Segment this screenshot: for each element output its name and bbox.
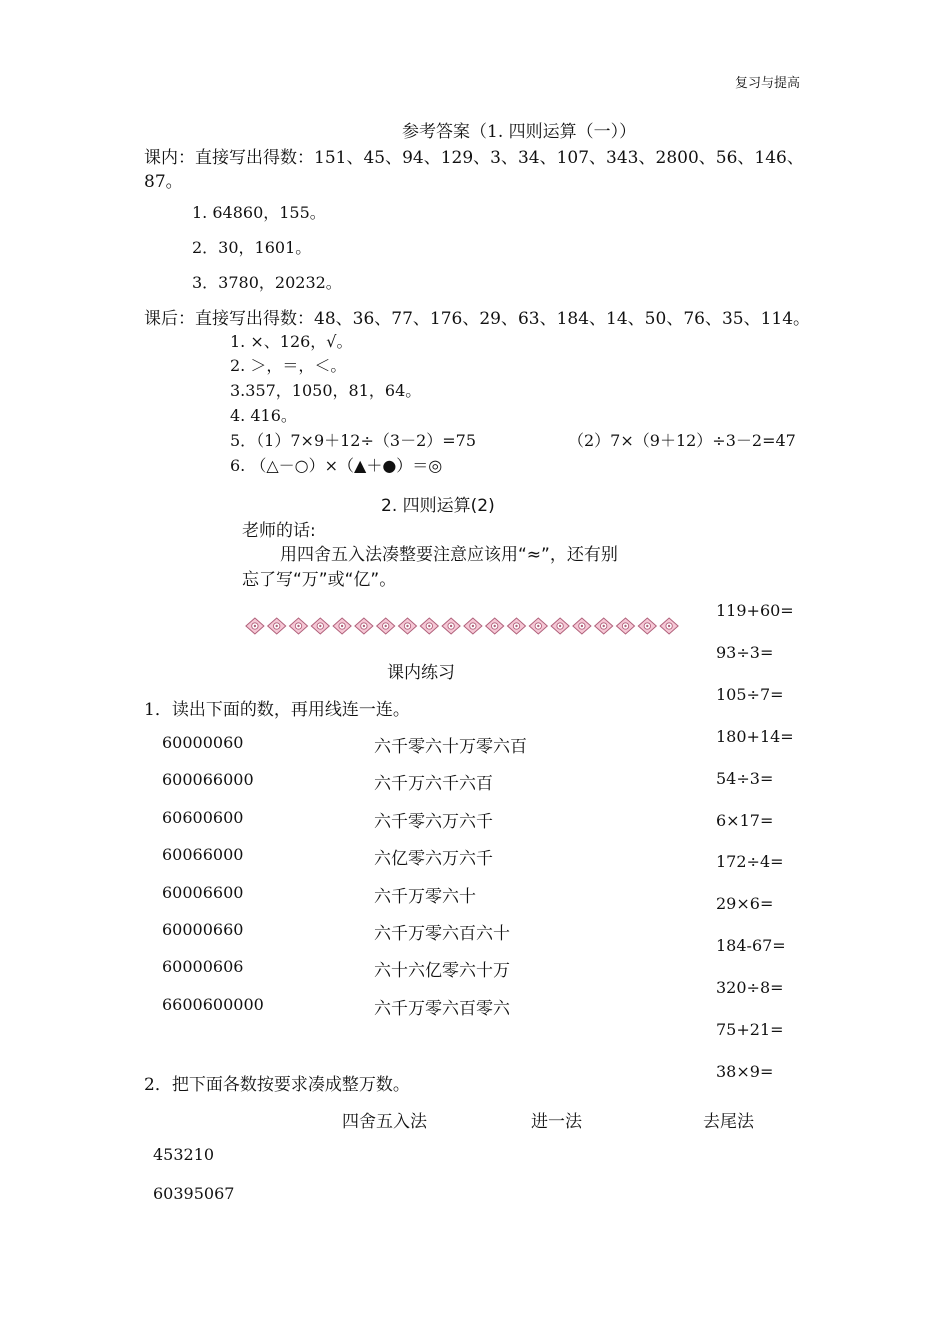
page-header: 复习与提高 bbox=[735, 76, 801, 91]
list-item: 172÷4= bbox=[716, 852, 784, 871]
list-item: 60066000 bbox=[162, 845, 244, 864]
teacher-note-line2: 忘了写“万”或“亿”。 bbox=[242, 570, 397, 590]
list-item: 105÷7= bbox=[716, 685, 784, 704]
list-item: 六千万零六百六十 bbox=[374, 924, 510, 944]
section2-title: 2. 四则运算(2) bbox=[381, 496, 495, 516]
q2-header-rounding: 四舍五入法 bbox=[342, 1112, 427, 1132]
list-item: 六十六亿零六十万 bbox=[374, 961, 510, 981]
list-item: 六千万零六百零六 bbox=[374, 999, 510, 1019]
list-item: 180+14= bbox=[716, 727, 794, 746]
after-class-item-4: 4. 416。 bbox=[230, 406, 297, 425]
after-class-item-1: 1. ×、126，√。 bbox=[230, 332, 353, 351]
in-class-answers-line1: 课内：直接写出得数：151、45、94、129、3、34、107、343、2800、56、146、 bbox=[144, 148, 804, 168]
in-class-item-3: 3．3780，20232。 bbox=[192, 273, 342, 292]
list-item: 600066000 bbox=[162, 770, 254, 789]
in-class-item-1: 1. 64860，155。 bbox=[192, 203, 326, 222]
after-class-item-2: 2. ＞，＝，＜。 bbox=[230, 356, 347, 375]
q2-number-1: 453210 bbox=[153, 1145, 215, 1164]
list-item: 93÷3= bbox=[716, 643, 774, 662]
list-item: 38×9= bbox=[716, 1062, 774, 1081]
list-item: 60000606 bbox=[162, 957, 244, 976]
list-item: 六千零六十万零六百 bbox=[374, 737, 527, 757]
q1-prompt: 1．读出下面的数，再用线连一连。 bbox=[144, 700, 410, 720]
list-item: 6×17= bbox=[716, 811, 774, 830]
after-class-item-3: 3.357，1050，81，64。 bbox=[230, 381, 422, 400]
teacher-note-line1: 用四舍五入法凑整要注意应该用“≈”，还有别 bbox=[280, 545, 618, 565]
list-item: 54÷3= bbox=[716, 769, 774, 788]
after-class-answers: 课后：直接写出得数：48、36、77、176、29、63、184、14、50、76、35、114。 bbox=[144, 309, 811, 329]
list-item: 六千零六万六千 bbox=[374, 812, 493, 832]
after-class-item-5b: （2）7×（9＋12）÷3－2=47 bbox=[568, 431, 796, 450]
in-class-answers-line2: 87。 bbox=[144, 172, 183, 192]
q2-header-round-up: 进一法 bbox=[531, 1112, 582, 1132]
after-class-item-6: 6. （△－○）×（▲＋●）＝◎ bbox=[230, 456, 443, 475]
list-item: 29×6= bbox=[716, 894, 774, 913]
diamond-chain-ornament-icon bbox=[244, 616, 680, 636]
in-class-item-2: 2．30，1601。 bbox=[192, 238, 312, 257]
list-item: 六亿零六万六千 bbox=[374, 849, 493, 869]
list-item: 60600600 bbox=[162, 808, 244, 827]
practice-title: 课内练习 bbox=[387, 663, 455, 683]
after-class-item-5a: 5．（1）7×9＋12÷（3－2）=75 bbox=[230, 431, 477, 450]
list-item: 6600600000 bbox=[162, 995, 264, 1014]
list-item: 320÷8= bbox=[716, 978, 784, 997]
q2-prompt: 2．把下面各数按要求凑成整万数。 bbox=[144, 1075, 410, 1095]
answers-title: 参考答案（1. 四则运算（一）） bbox=[402, 122, 637, 142]
list-item: 75+21= bbox=[716, 1020, 784, 1039]
list-item: 60000060 bbox=[162, 733, 244, 752]
list-item: 60000660 bbox=[162, 920, 244, 939]
list-item: 六千万六千六百 bbox=[374, 774, 493, 794]
list-item: 119+60= bbox=[716, 601, 794, 620]
list-item: 184-67= bbox=[716, 936, 786, 955]
q2-number-2: 60395067 bbox=[153, 1184, 235, 1203]
list-item: 60006600 bbox=[162, 883, 244, 902]
list-item: 六千万零六十 bbox=[374, 887, 476, 907]
teacher-label: 老师的话: bbox=[242, 521, 316, 541]
q2-header-truncate: 去尾法 bbox=[703, 1112, 754, 1132]
